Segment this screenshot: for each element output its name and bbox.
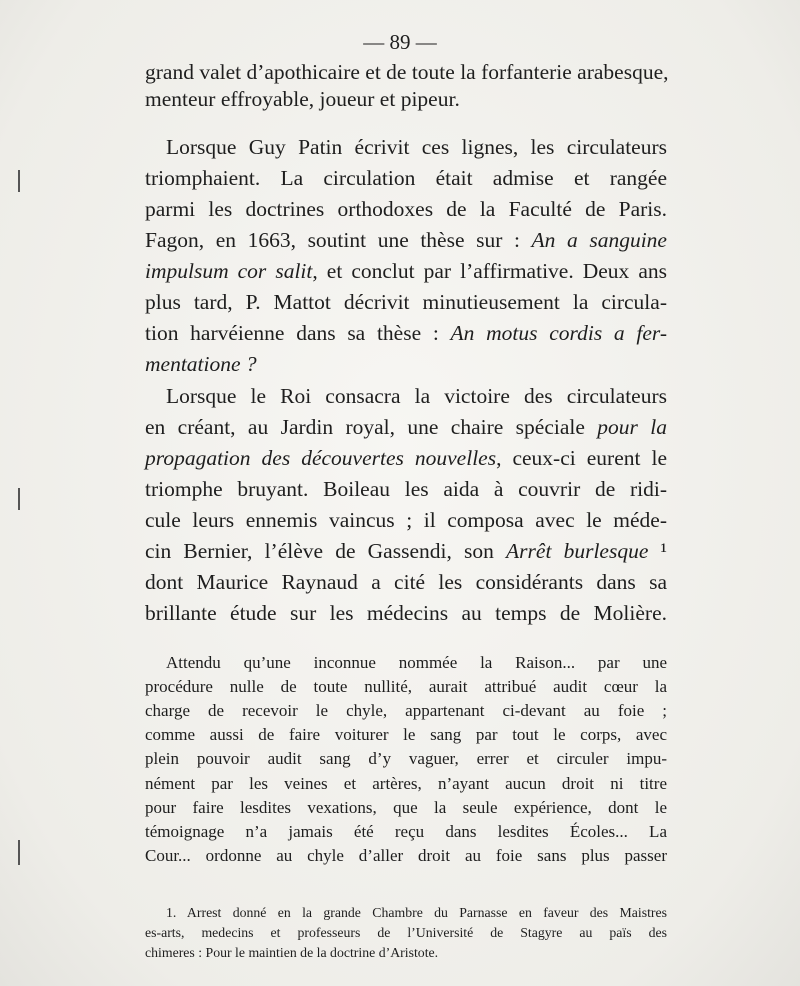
italic-text: An motus cordis a fer- <box>450 321 667 345</box>
text-segment: brillante étude sur les médecins au temps de Molière. <box>145 601 667 625</box>
text-line <box>145 474 667 504</box>
text-segment: ¹ <box>648 539 667 563</box>
text-segment: , ceux-ci eurent le <box>496 446 667 470</box>
page-number: — 89 — <box>363 30 437 54</box>
text-segment: dont Maurice Raynaud a cité les considérants dans sa <box>145 570 667 594</box>
text-segment: , et conclut par l’affirmative. Deux ans <box>312 259 667 283</box>
text-segment: es-arts, medecins et professeurs de l’Université de Stagyre au païs des <box>145 925 667 940</box>
text-line <box>145 412 667 442</box>
text-line <box>145 536 667 566</box>
text-segment: en créant, au Jardin royal, une chaire spéciale <box>145 415 598 439</box>
text-line <box>145 772 667 796</box>
text-line <box>145 287 667 317</box>
text-segment: Lorsque Guy Patin écrivit ces lignes, les circulateurs <box>166 135 667 159</box>
text-line <box>145 723 667 747</box>
text-segment: Lorsque le Roi consacra la victoire des circulateurs <box>166 384 667 408</box>
italic-text: An a sanguine <box>531 228 667 252</box>
text-line <box>166 903 667 923</box>
italic-text: propagation des découvertes nouvelles <box>145 446 497 470</box>
text-segment: plein pouvoir audit sang d’y vaguer, errer et circuler impu- <box>145 749 667 768</box>
italic-text: impulsum cor salit <box>145 259 313 283</box>
text-line <box>145 443 667 473</box>
text-line <box>145 194 667 224</box>
text-line <box>145 598 667 628</box>
margin-mark <box>18 170 20 192</box>
text-line <box>166 381 667 411</box>
text-segment: Cour... ordonne au chyle d’aller droit au foie sans plus passer <box>145 846 667 865</box>
text-line <box>145 820 667 844</box>
italic-text: Arrêt burlesque <box>506 539 649 563</box>
text-segment: témoignage n’a jamais été reçu dans lesdites Écoles... La <box>145 822 667 841</box>
margin-mark <box>18 840 20 865</box>
text-line <box>145 349 667 379</box>
text-line <box>145 844 667 868</box>
text-line <box>145 699 667 723</box>
text-segment: parmi les doctrines orthodoxes de la Faculté de Paris. <box>145 197 667 221</box>
text-segment: 1. Arrest donné en la grande Chambre du Parnasse en faveur des Maistres <box>166 905 667 920</box>
text-segment: pour faire lesdites vexations, que la seule expérience, dont le <box>145 798 667 817</box>
text-line <box>145 256 667 286</box>
italic-text: pour la <box>597 415 668 439</box>
text-line <box>145 318 667 348</box>
text-line <box>145 567 667 597</box>
text-line <box>145 505 667 535</box>
text-segment: Fagon, en 1663, soutint une thèse sur : <box>145 228 532 252</box>
text-line <box>145 796 667 820</box>
text-line <box>145 747 667 771</box>
text-line <box>145 163 667 193</box>
text-line <box>145 84 667 114</box>
text-line <box>145 225 667 255</box>
text-segment: procédure nulle de toute nullité, aurait attribué audit cœur la <box>145 677 667 696</box>
text-segment: comme aussi de faire voiturer le sang par tout le corps, avec <box>145 725 667 744</box>
text-line <box>145 675 667 699</box>
text-line <box>145 57 667 87</box>
text-segment: triomphe bruyant. Boileau les aida à couvrir de ridi- <box>145 477 667 501</box>
text-line <box>166 651 667 675</box>
text-segment: tion harvéienne dans sa thèse : <box>145 321 451 345</box>
text-line <box>145 943 667 963</box>
text-segment: grand valet d’apothicaire et de toute la forfanterie arabesque, <box>145 60 669 84</box>
text-segment: plus tard, P. Mattot décrivit minutieusement la circula- <box>145 290 667 314</box>
text-segment: nément par les veines et artères, n’ayant aucun droit ni titre <box>145 774 667 793</box>
italic-text: mentatione ? <box>145 352 257 376</box>
text-segment: cule leurs ennemis vaincus ; il composa avec le méde- <box>145 508 667 532</box>
text-line <box>166 132 667 162</box>
text-line <box>145 923 667 943</box>
text-segment: chimeres : Pour le maintien de la doctrine d’Aristote. <box>145 945 439 960</box>
text-segment: Attendu qu’une inconnue nommée la Raison... par une <box>166 653 667 672</box>
margin-mark <box>18 488 20 510</box>
text-segment: cin Bernier, l’élève de Gassendi, son <box>145 539 507 563</box>
text-segment: triomphaient. La circulation était admise et rangée <box>145 166 667 190</box>
text-segment: charge de recevoir le chyle, appartenant ci-devant au foie ; <box>145 701 667 720</box>
text-segment: menteur effroyable, joueur et pipeur. <box>145 87 460 111</box>
